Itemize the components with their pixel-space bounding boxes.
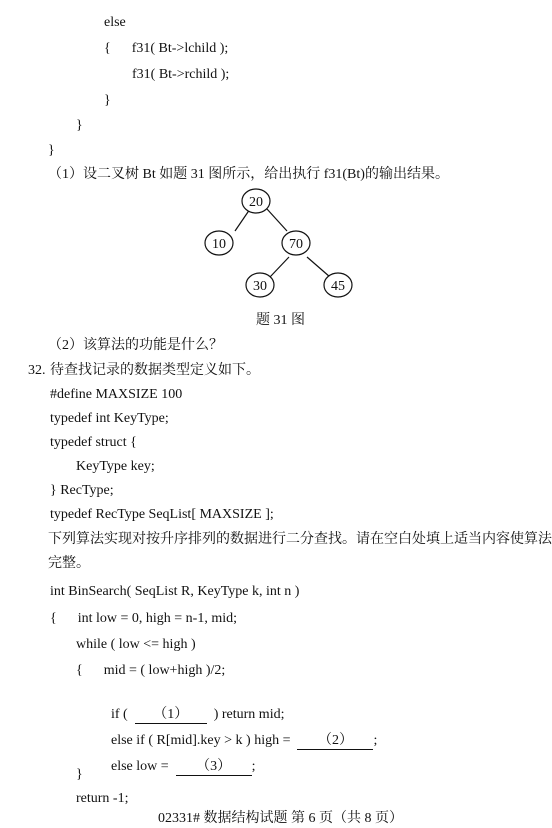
tree-node-label: 70 bbox=[289, 237, 303, 252]
code-line: { f31( Bt->lchild ); bbox=[104, 41, 229, 56]
code-line bbox=[104, 740, 256, 776]
q31-part1: （1）设二叉树 Bt 如题 31 图所示，给出执行 f31(Bt)的输出结果。 bbox=[48, 167, 449, 182]
tree-node-label: 45 bbox=[331, 279, 345, 294]
code-line: { mid = ( low+high )/2; bbox=[76, 663, 226, 678]
fill-blank-3[interactable]: （3） bbox=[176, 759, 252, 776]
page-footer: 02331# 数据结构试题 第 6 页（共 8 页） bbox=[158, 811, 403, 826]
code-line: } bbox=[76, 767, 83, 782]
tree-edge bbox=[307, 257, 330, 277]
tree-edge bbox=[270, 257, 289, 277]
code-line: { int low = 0, high = n-1, mid; bbox=[50, 611, 238, 626]
def-line: KeyType key; bbox=[76, 459, 155, 474]
def-line: #define MAXSIZE 100 bbox=[50, 387, 183, 402]
fill-blank-2[interactable]: （2） bbox=[297, 733, 373, 750]
code-line: } bbox=[104, 93, 111, 108]
q32-description: 完整。 bbox=[48, 556, 90, 571]
tree-edge bbox=[235, 209, 250, 231]
code-text: else if ( R[mid].key > k ) high = bbox=[111, 733, 298, 748]
def-line: typedef RecType SeqList[ MAXSIZE ]; bbox=[50, 507, 274, 522]
q32-intro: 待查找记录的数据类型定义如下。 bbox=[50, 363, 260, 378]
tree-node-label: 20 bbox=[249, 195, 263, 210]
code-text: else low = bbox=[111, 759, 176, 774]
q31-part2: （2）该算法的功能是什么？ bbox=[48, 338, 223, 353]
def-line: typedef struct { bbox=[50, 435, 137, 450]
tree-edge bbox=[267, 209, 287, 231]
code-line: while ( low <= high ) bbox=[76, 637, 196, 652]
tree-node-label: 10 bbox=[212, 237, 226, 252]
code-line: f31( Bt->rchild ); bbox=[132, 67, 230, 82]
fill-blank-1[interactable]: （1） bbox=[135, 707, 207, 724]
code-line: } bbox=[48, 143, 55, 158]
def-line: } RecType; bbox=[50, 483, 114, 498]
code-text: ; bbox=[251, 759, 256, 774]
def-line: typedef int KeyType; bbox=[50, 411, 169, 426]
code-text: ) return mid; bbox=[206, 707, 285, 722]
code-line: return -1; bbox=[76, 791, 129, 806]
code-line: else bbox=[104, 15, 126, 30]
tree-node-label: 30 bbox=[253, 279, 267, 294]
binary-tree-figure bbox=[195, 185, 365, 303]
code-line: int BinSearch( SeqList R, KeyType k, int n ) bbox=[50, 584, 300, 599]
code-line: } bbox=[76, 118, 83, 133]
code-text: if ( bbox=[111, 707, 135, 722]
figure-caption: 题 31 图 bbox=[256, 313, 305, 328]
code-text: ; bbox=[373, 733, 378, 748]
q32-description: 下列算法实现对按升序排列的数据进行二分查找。请在空白处填上适当内容使算法 bbox=[48, 532, 552, 547]
question-number: 32. bbox=[28, 363, 46, 378]
